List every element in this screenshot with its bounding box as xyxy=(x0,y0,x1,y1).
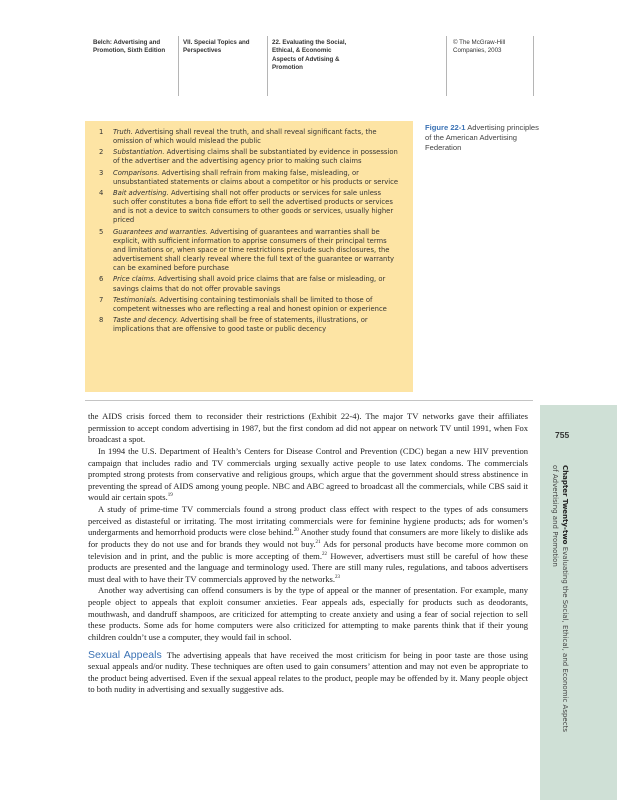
principle-item: 6 Price claims. Advertising shall avoid price claims that are false or misleading, or savings claims that do not offer provable savings xyxy=(99,275,386,293)
header-divider xyxy=(446,36,447,96)
body-paragraph: Another way advertising can offend consumers is by the type of appeal or the manner of presentation. For example, many people object to appeals that exploit consumer anxieties. Fear appeals ads, especially for products such as deodorants, mouthwash, and dandruff shampoos, are criticized for attempting to create anxiety and using a fear of social rejection to sell these products. Some ads for home computers were also criticized for attempting to make parents think that if their young children couldn’t use a computer, they would fail in school. xyxy=(88,585,528,642)
body-paragraph: Sexual Appeals The advertising appeals that have received the most criticism for being in poor taste are those using sexual appeals and/or nudity. These techniques are often used to gain consumers’ attention and may not even be appropriate to the product being advertised. Even if the sexual appeal relates to the product, people may be offended by it. Many people object to both nudity in advertising and sexually suggestive ads. xyxy=(88,648,528,695)
body-paragraph: the AIDS crisis forced them to reconsider their restrictions (Exhibit 22-4). The major TV networks gave their affiliates permission to accept condom advertising in 1987, but the first condom ad did not appear on network TV until 1991, when Fox broadcast a spot. xyxy=(88,411,528,445)
header-divider xyxy=(267,36,268,96)
body-text xyxy=(88,411,528,696)
figure-caption xyxy=(425,123,545,153)
footnote-ref: 19 xyxy=(167,493,173,499)
header-copyright: © The McGraw-Hill Companies, 2003 xyxy=(453,39,506,55)
header-divider xyxy=(533,36,534,96)
principle-item: 8 Taste and decency. Advertising shall be free of statements, illustrations, or implications that are offensive to good taste or public decency xyxy=(99,315,368,334)
section-heading: Sexual Appeals xyxy=(88,648,162,661)
figure-caption-text: Advertising principles of the American Advertising Federation xyxy=(425,123,539,152)
principle-item: 2 Substantiation. Advertising claims shall be substantiated by evidence in possession of the advertiser and the advertising agency prior to making such claims xyxy=(99,148,398,166)
principle-item: 7 Testimonials. Advertising containing testimonials shall be limited to those of competent witnesses who are reflecting a real and honest opinion or experience xyxy=(99,295,387,313)
principle-item: 4 Bait advertising. Advertising shall not offer products or services for sale unless such offer constitutes a bona fide effort to sell the advertised products or services and is not a device to switch consumers to other goods or services, usually higher priced xyxy=(99,188,394,225)
section-divider xyxy=(85,400,533,401)
footnote-ref: 23 xyxy=(335,574,341,580)
body-paragraph: In 1994 the U.S. Department of Health’s Centers for Disease Control and Prevention (CDC) began a new HIV prevention campaign that includes radio and TV commercials urging sexually active people to use latex condoms. The commercials prompted strong protests from conservative and religious groups, which argue that the government should stress abstinence in preventing the spread of AIDS among young people. NBC and ABC agreed to broadcast all the commercials, while CBS said it would air certain spots.$^{19}$ xyxy=(88,445,528,503)
header-chapter-title: 22. Evaluating the Social, Ethical, & Economic Aspects of Advtising & Promotion xyxy=(272,39,347,72)
principle-item: 1 Truth. Advertising shall reveal the truth, and shall reveal significant facts, the omission of which would mislead the public xyxy=(99,128,377,146)
principle-item: 5 Guarantees and warranties. Advertising of guarantees and warranties shall be explicit, with sufficient information to apprise consumers of their principal terms and limitations or, when space or time restrictions preclude such disclosures, the advertisement shall clearly reveal where the full text of the guarantee or warranty can be examined before purchase xyxy=(99,227,395,273)
running-chapter-title: Chapter Twenty-two Evaluating the Social, Ethical, and Economic Aspects of Advertising and Promotion xyxy=(551,465,569,732)
principle-item: 3 Comparisons. Advertising shall refrain from making false, misleading, or unsubstantiated statements or claims about a competitor or his products or service xyxy=(99,168,399,186)
principles-box xyxy=(85,121,413,392)
header-book-title: Belch: Advertising and Promotion, Sixth Edition xyxy=(93,39,166,55)
figure-label: Figure 22-1 xyxy=(425,123,466,132)
principles-list xyxy=(85,121,413,334)
body-paragraph: A study of prime-time TV commercials found a strong product class effect with respect to the types of ads consumers perceived as distasteful or irritating. The most irritating commercials were for feminine hygiene products; ads for women’s undergarments and hemorrhoid products were close behind.$^{20}$ Another study found that consumers are more likely to dislike ads for products they do not use and for brands they would not buy.$^{21}$ Ads for personal products have become more common on television and in print, and the public is more accepting of them.$^{22}$ However, advertisers must still be careful of how these products are presented and the language and terminology used. There are still many rules, regulations, and taboos advertisers must deal with to have their TV commercials approved by the networks.$^{23}$ xyxy=(88,504,528,584)
header-divider xyxy=(178,36,179,96)
header-part-title: VII. Special Topics and Perspectives xyxy=(183,39,250,55)
footnote-ref: 22 xyxy=(321,551,327,557)
page-number: 755 xyxy=(555,430,570,440)
footnote-ref: 21 xyxy=(315,540,321,546)
footnote-ref: 20 xyxy=(293,528,299,534)
